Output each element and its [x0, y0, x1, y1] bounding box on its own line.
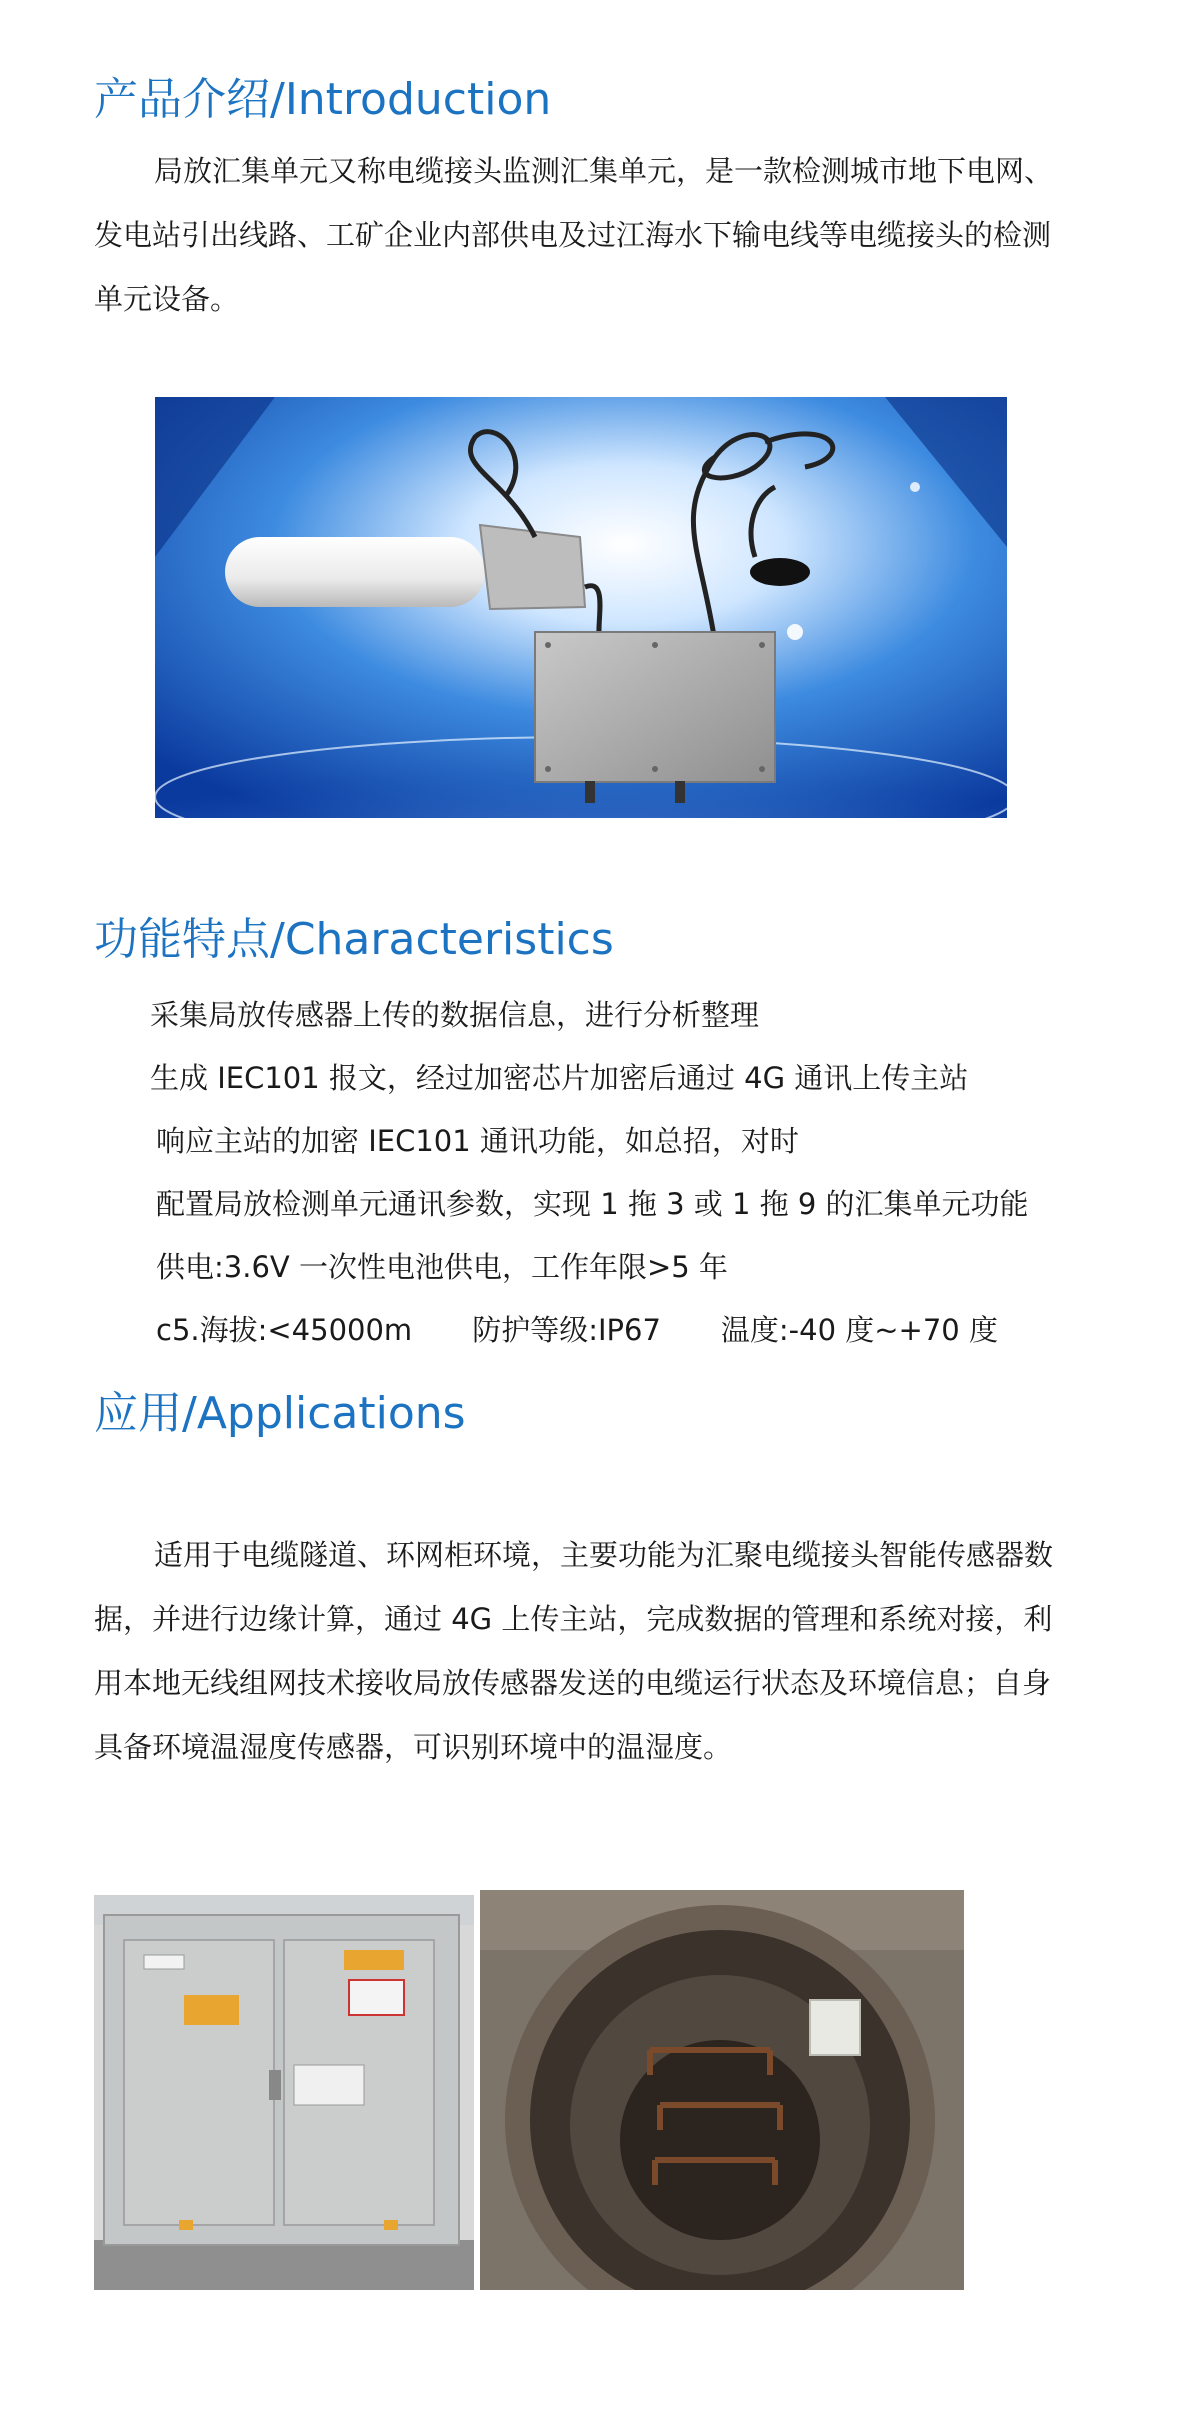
spec-row	[150, 1304, 1029, 1367]
spec-temperature: 温度:-40 度~+70 度	[720, 1313, 998, 1347]
feature-list	[150, 989, 1029, 1367]
feature-item: 供电:3.6V 一次性电池供电，工作年限>5 年	[156, 1250, 728, 1284]
applications-title: 应用/Applications	[94, 1388, 466, 1439]
feature-item: 采集局放传感器上传的数据信息，进行分析整理	[150, 998, 760, 1032]
intro-title: 产品介绍/Introduction	[94, 74, 552, 125]
feature-item: 配置局放检测单元通讯参数，实现 1 拖 3 或 1 拖 9 的汇集单元功能	[156, 1187, 1029, 1221]
feature-item: 生成 IEC101 报文，经过加密芯片加密后通过 4G 通讯上传主站	[150, 1061, 969, 1095]
ring-main-unit-photo	[94, 1895, 474, 2290]
applications-line: 据，并进行边缘计算，通过 4G 上传主站，完成数据的管理和系统对接，利	[94, 1602, 1053, 1636]
applications-line: 用本地无线组网技术接收局放传感器发送的电缆运行状态及环境信息；自身	[94, 1666, 1052, 1700]
characteristics-title: 功能特点/Characteristics	[94, 914, 614, 965]
intro-line: 单元设备。	[94, 282, 240, 316]
applications-paragraph	[94, 1523, 1094, 1779]
spec-protection: 防护等级:IP67	[472, 1313, 661, 1347]
applications-line: 适用于电缆隧道、环网柜环境，主要功能为汇聚电缆接头智能传感器数	[154, 1538, 1054, 1572]
feature-item: 响应主站的加密 IEC101 通讯功能，如总招，对时	[156, 1124, 799, 1158]
applications-line: 具备环境温湿度传感器，可识别环境中的温湿度。	[94, 1730, 733, 1764]
cable-manhole-photo	[480, 1890, 964, 2290]
intro-paragraph	[94, 139, 1094, 331]
intro-line: 局放汇集单元又称电缆接头监测汇集单元，是一款检测城市地下电网、	[154, 154, 1054, 188]
intro-line: 发电站引出线路、工矿企业内部供电及过江海水下输电线等电缆接头的检测	[94, 218, 1052, 252]
product-image	[155, 397, 1007, 818]
spec-altitude: c5.海拔:<45000m	[156, 1313, 413, 1347]
